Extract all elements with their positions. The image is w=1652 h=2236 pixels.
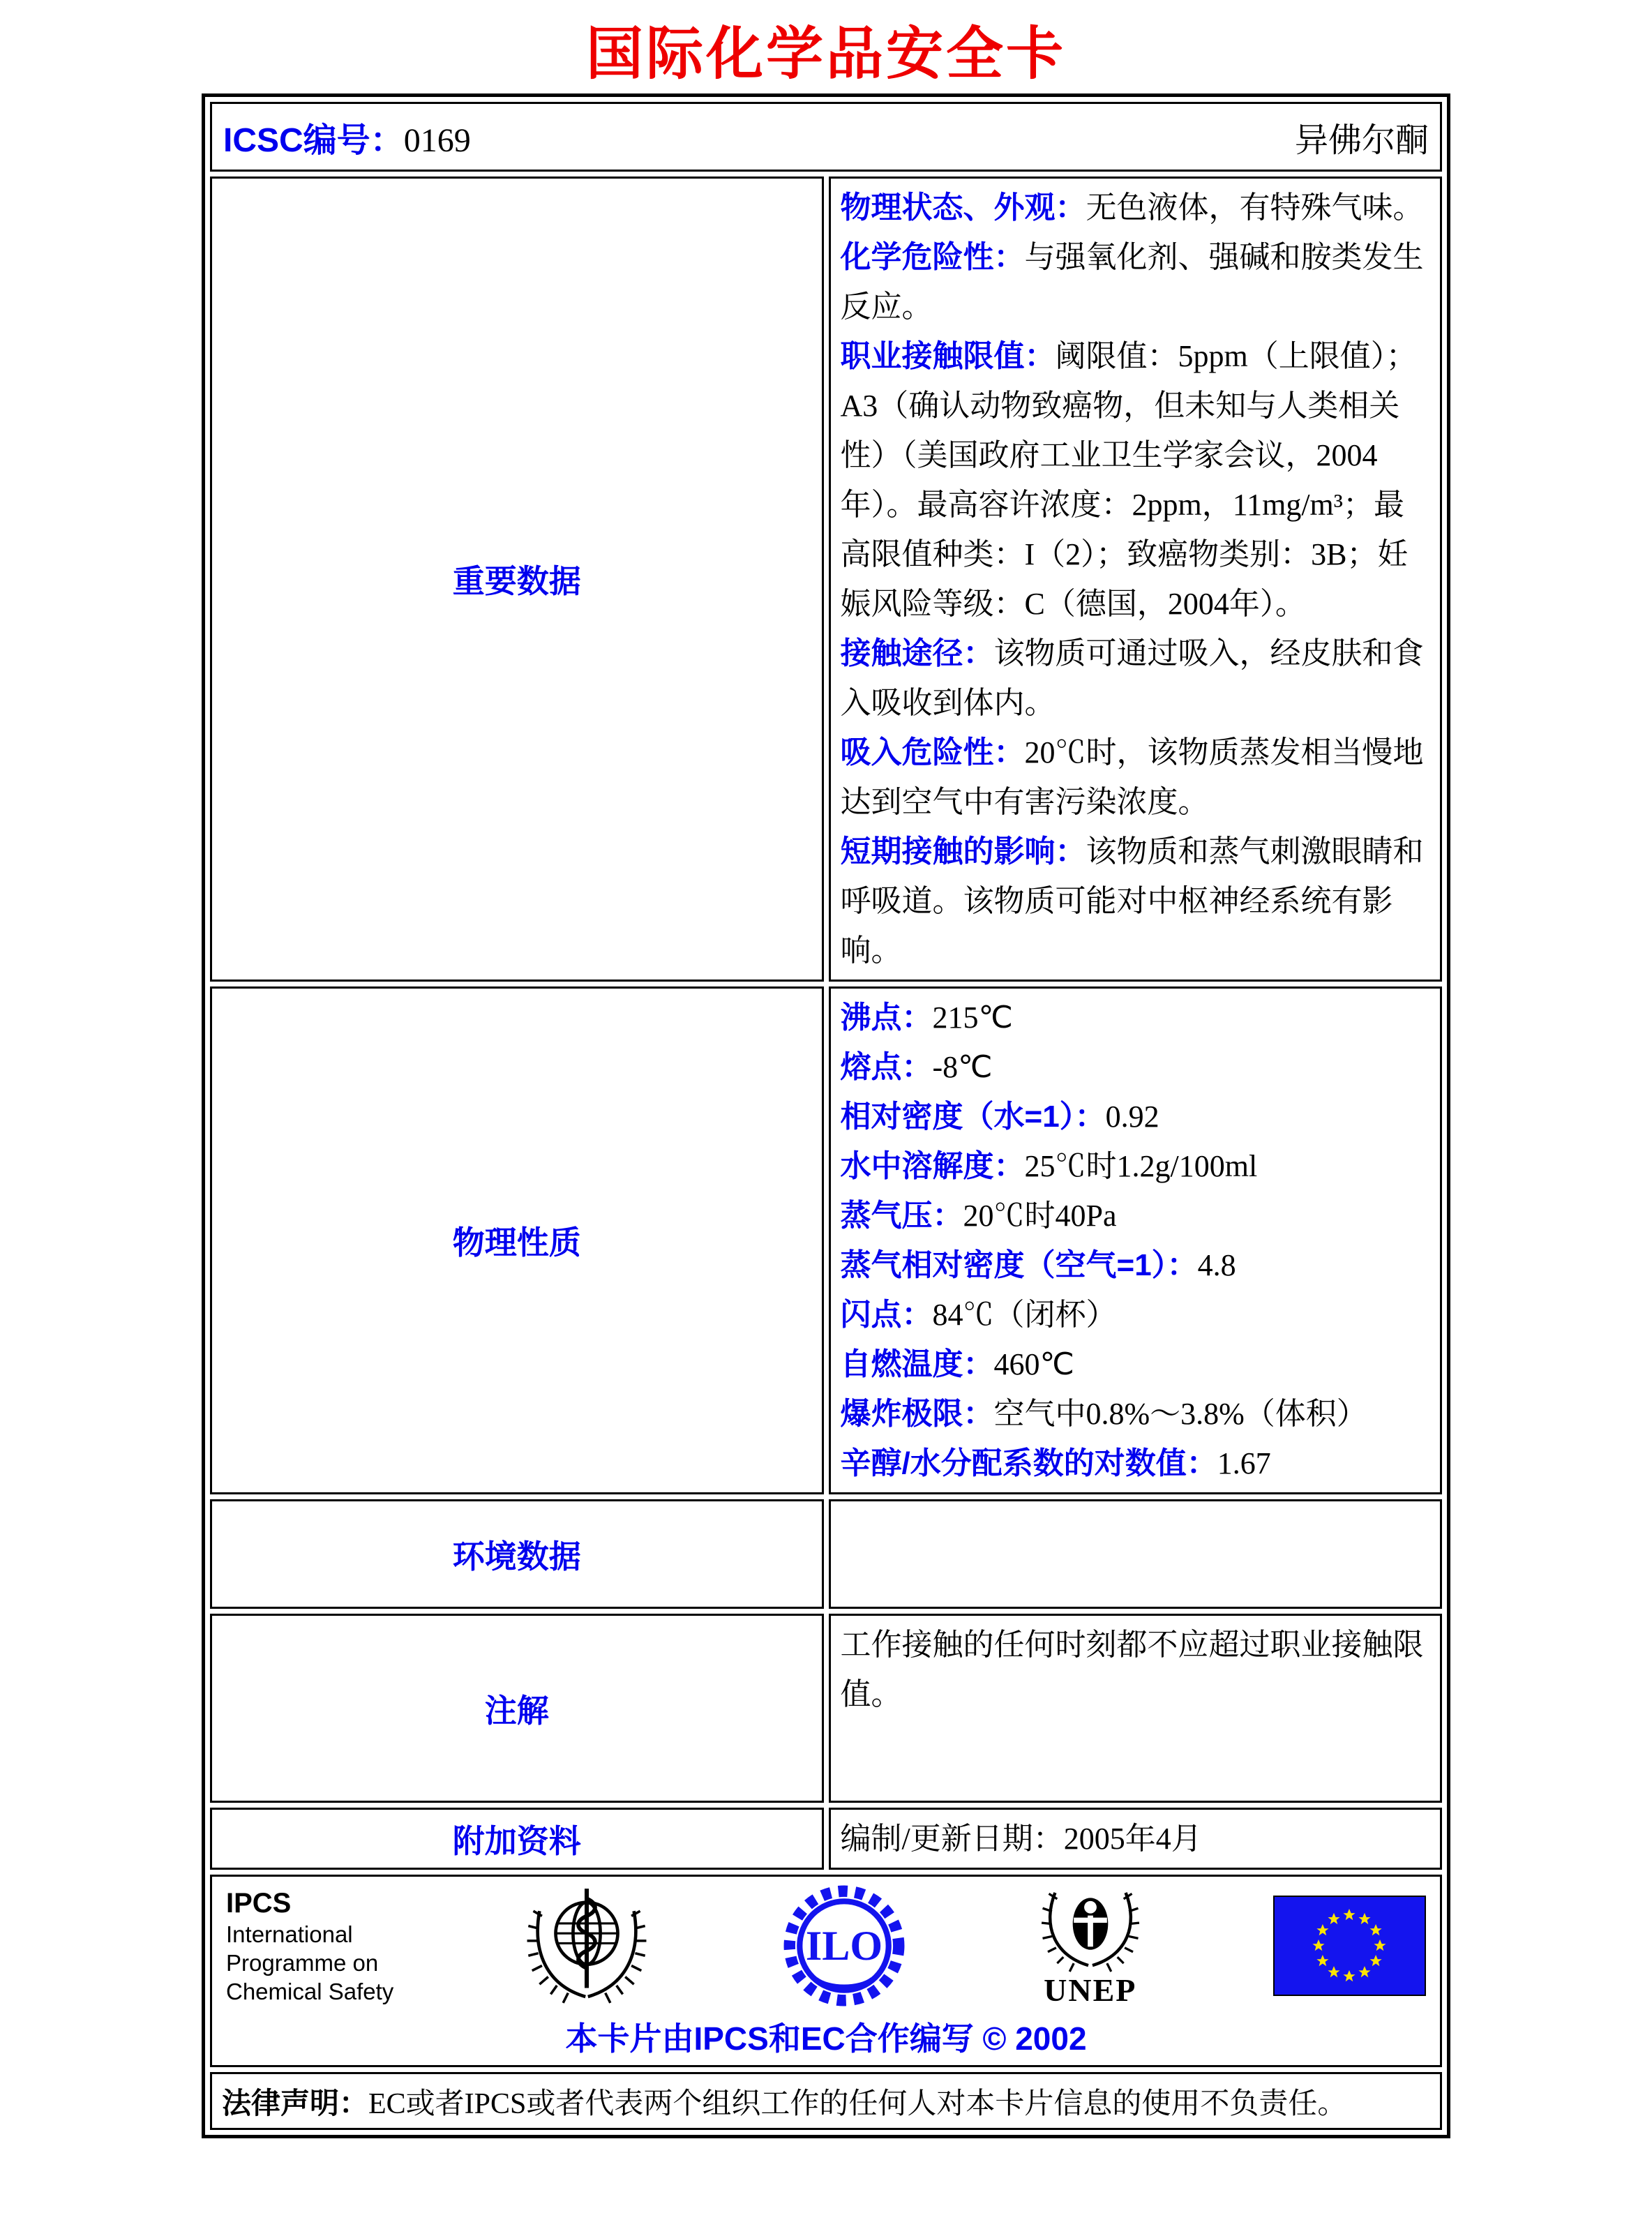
important-data-item: 物理状态、外观：无色液体，有特殊气味。 [840,190,1424,225]
physical-property-item: 熔点：-8℃ [840,1050,993,1084]
page-title: 国际化学品安全卡 [585,22,1066,86]
important-data-item: 化学危险性：与强氧化剂、强碱和胺类发生反应。 [840,240,1424,324]
section-label-additional-info: 附加资料 [210,1808,824,1870]
physical-property-item: 水中溶解度：25℃时1.2g/100ml [840,1149,1258,1183]
physical-property-item: 爆炸极限：空气中0.8%～3.8%（体积） [840,1397,1367,1431]
ipcs-line: Programme on [226,1949,379,1976]
physical-property-item: 自燃温度：460℃ [840,1347,1074,1381]
section-label-important-data: 重要数据 [210,177,824,982]
legal-row [210,2072,1442,2130]
chemical-name: 异佛尔酮 [1294,121,1429,159]
section-content-important-data [829,177,1443,982]
important-data-item: 接触途径：该物质可通过吸入，经皮肤和食入吸收到体内。 [840,636,1424,720]
safety-card-table [202,93,1450,2138]
ipcs-line: Chemical Safety [226,1978,394,2004]
logos-row [210,1875,1442,2067]
legal-label: 法律声明： [222,2086,369,2119]
physical-property-item: 蒸气压：20℃时40Pa [840,1199,1117,1233]
credit-line [226,2013,1426,2059]
header-row [210,102,1442,172]
important-data-item: 职业接触限值：阈限值：5ppm（上限值）；A3（确认动物致癌物，但未知与人类相关性）（美国政府工业卫生学家会议，2004年）。最高容许浓度：2ppm，11mg/m³；最高限值种类：I（2）；致癌物类别：3B；妊娠风险等级：C（德国，2004年）。 [840,339,1417,621]
ipcs-acronym: IPCS [226,1887,292,1919]
section-content-additional-info: 编制/更新日期：2005年4月 [829,1808,1443,1870]
physical-property-item: 蒸气相对密度（空气=1）：4.8 [840,1248,1236,1282]
section-label-environmental-data: 环境数据 [210,1499,824,1609]
credit-text: 本卡片由IPCS和EC合作编写 [565,2020,974,2057]
unep-logo-block [1038,1884,1143,2007]
important-data-item: 吸入危险性：20℃时，该物质蒸发相当慢地达到空气中有害污染浓度。 [840,735,1424,819]
unep-logo-icon [1038,1884,1143,1974]
unep-label: UNEP [1044,1972,1137,2008]
svg-text:ILO: ILO [805,1922,883,1969]
physical-property-item: 辛醇/水分配系数的对数值：1.67 [840,1446,1271,1480]
physical-property-item: 相对密度（水=1）：0.92 [840,1100,1159,1134]
physical-property-item: 沸点：215℃ [840,1000,1013,1035]
section-content-environmental-data [829,1499,1443,1609]
ipcs-text-block [226,1886,393,2006]
important-data-item: 短期接触的影响：该物质和蒸气刺激眼睛和呼吸道。该物质可能对中枢神经系统有影响。 [840,834,1424,968]
section-label-physical-properties: 物理性质 [210,986,824,1494]
who-logo-icon [524,1884,649,2008]
icsc-number-value: 0169 [403,121,471,159]
section-content-physical-properties [829,986,1443,1494]
section-label-notes: 注解 [210,1614,824,1803]
section-content-notes: 工作接触的任何时刻都不应超过职业接触限值。 [829,1614,1443,1803]
copyright-text: © 2002 [982,2020,1087,2057]
physical-property-item: 闪点：84℃（闭杯） [840,1298,1117,1332]
ipcs-line: International [226,1921,353,1947]
eu-flag-icon [1273,1896,1426,1996]
icsc-number-group [223,113,471,161]
legal-text: EC或者IPCS或者代表两个组织工作的任何人对本卡片信息的使用不负责任。 [368,2087,1347,2120]
ilo-logo-icon [781,1882,908,2009]
icsc-number-label: ICSC编号： [223,121,404,159]
